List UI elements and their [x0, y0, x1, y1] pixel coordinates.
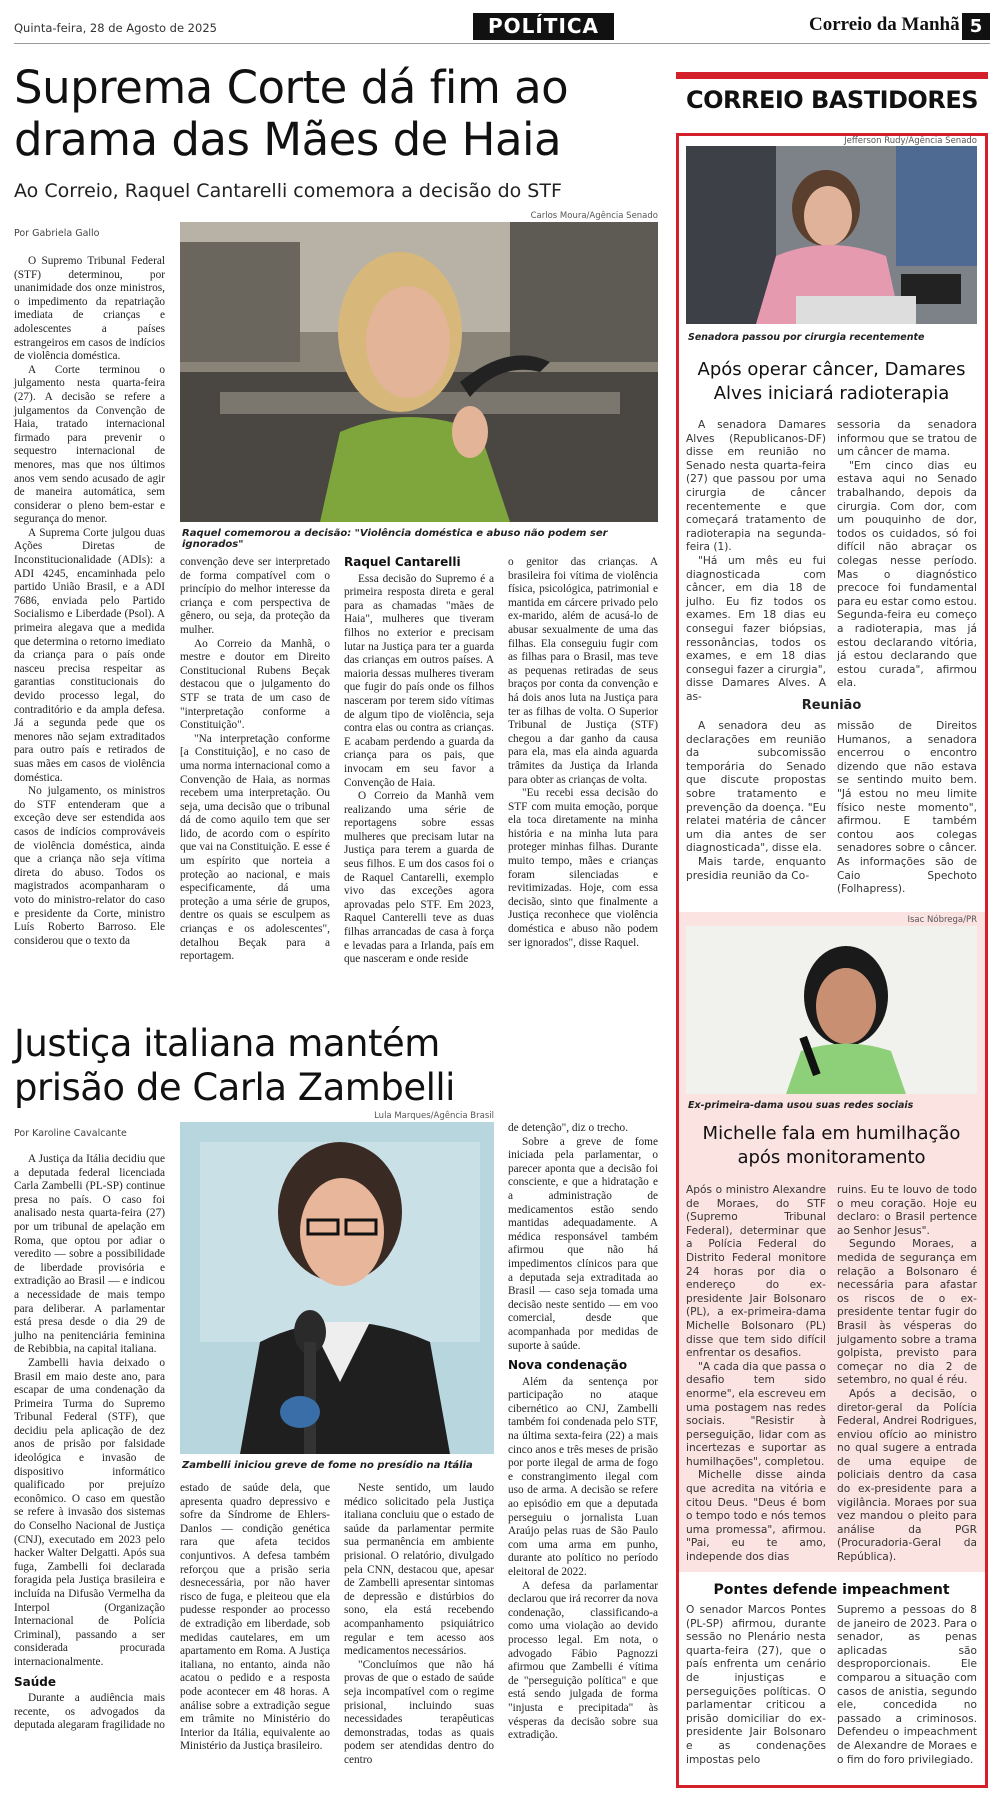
article1-column-3	[344, 556, 494, 1007]
newspaper-brand: Correio da Manhã	[809, 14, 960, 35]
article1-headline: Suprema Corte dá fim ao drama das Mães de Haia	[14, 61, 569, 166]
article2-paragraph: Zambelli havia deixado o Brasil em maio deste ano, para escapar de uma condenação da Primeira Turma do Supremo Tribunal Federal (STF), que decidiu pela aplicação de dez anos de prisão por falsidade ideológica e invasão de dispositivo informático qualificado por prejuízo econômico. O caso em questão se refere à invasão dos sistemas do Conselho Nacional de Justiça (CNJ), executado em 2023 pelo hacker Walter Delgatti. Após sua fuga, Zambelli foi declarada foragida pela Justiça brasileira e incluída na Difusão Vermelha da Interpol (Organização Internacional de Polícia Criminal), passando a ser considerada procurada internacionalmente.	[14, 1356, 165, 1668]
sidebar-story2-caption: Ex-primeira-dama usou suas redes sociais	[688, 1100, 914, 1111]
article2-photo-credit: Lula Marques/Agência Brasil	[374, 1111, 494, 1121]
article2-paragraph: Sobre a greve de fome iniciada pela parlamentar, o parecer aponta que a decisão foi consciente, e que a hidratação e a administração de medicamentos estão sendo mantidas adequadamente. A médica responsável também afirmou que não há impedimentos clínicos para que a deputada seja extraditada ao Brasil — caso seja tomada uma decisão neste sentido — em voo comercial, desde que acompanhada por medidas de suporte à saúde.	[508, 1135, 658, 1352]
sidebar-story1-headline: Após operar câncer, Damares Alves iniciará radioterapia	[697, 359, 966, 404]
article2-paragraph: Durante a audiência mais recente, os advogados da deputada alegaram fragilidade no	[14, 1692, 165, 1732]
section-label	[473, 13, 614, 40]
sidebar-story1-photo-credit: Jefferson Rudy/Agência Senado	[844, 136, 977, 146]
sidebar-story1-photo	[686, 146, 977, 324]
page-header	[14, 12, 990, 44]
article1-paragraph: o genitor das crianças. A brasileira foi vítima de violência física, psicológica, patrimonial e mantida em cárcere privado pelo ex-marido, além de acusá-lo de abusar sexualmente de uma das filhas. Ela conseguiu fugir com as filhas para o Brasil, mas teve as pequenas retiradas de seus braços por conta da convenção e há dois anos luta na Justiça para ter as filhas de volta. O Superior Tribunal de Justiça (STF) chegou a dar ganho da causa para ela, mas ela ainda aguarda trâmites da Justiça da Irlanda para obter as crianças de volta.	[508, 556, 658, 786]
article2-headline: Justiça italiana mantém prisão de Carla Zambelli	[14, 1022, 455, 1109]
article2-column-1	[14, 1153, 165, 1789]
sidebar-paragraph: Mais tarde, enquanto presidia reunião da Co-	[686, 855, 826, 882]
article2-subhead: Nova condenação	[508, 1358, 628, 1373]
article2-paragraph: "Concluímos que não há provas de que o estado de saúde seja incompatível com o regime prisional, incluindo suas necessidades terapêuticas demonstradas, todas as quais podem ser atendidas dentro do centro	[344, 1658, 494, 1766]
sidebar-paragraph: "Em cinco dias eu estava aqui no Senado trabalhando, depois da cirurgia. Com dor, com um pouquinho de dor, todos os cuidados, só foi difícil não abraçar os colegas nesse período. Mas o diagnóstico precoce foi fundamental para eu estar como estou. Segunda-feira eu começo a radioterapia, mas já estou declarando vitória, já estou declarando que estou curada", afirmou ela.	[837, 459, 977, 690]
issue-date: Quinta-feira, 28 de Agosto de 2025	[14, 21, 217, 35]
article1-photo-credit: Carlos Moura/Agência Senado	[530, 211, 658, 221]
article1-byline: Por Gabriela Gallo	[14, 228, 100, 239]
article1-paragraph: No julgamento, os ministros do STF entenderam que a exceção deve ser estendida aos casos de indícios comprováveis de violência doméstica, ainda que a criança não seja vítima direta do abuso. Todos os magistrados acompanharam o voto do ministro-relator do caso e presidente da Corte, ministro Luís Roberto Barroso. Ele considerou que o texto da	[14, 785, 165, 947]
article2-paragraph: Além da sentença por participação no ataque cibernético ao CNJ, Zambelli também foi condenada pelo STF, na última sexta-feira (22) a mais cinco anos e três meses de prisão por porte ilegal de arma de fogo e constrangimento ilegal com uso de arma. A decisão se refere ao episódio em que a deputada perseguiu o jornalista Luan Araújo pelas ruas de São Paulo com uma arma em punho, durante ato político no período eleitoral de 2022.	[508, 1375, 658, 1578]
article2-photo-caption: Zambelli iniciou greve de fome no presídio na Itália	[182, 1460, 473, 1471]
sidebar-paragraph: "A cada dia que passa o desafio tem sido enorme", ela escreveu em uma postagem nas redes sociais. "Resistir à perseguição, lidar com as incertezas e suportar as humilhações", completou.	[686, 1360, 826, 1468]
article2-column-2	[180, 1482, 330, 1789]
sidebar-story1-column-2	[837, 419, 977, 693]
article2-column-4	[508, 1122, 658, 1789]
article2-paragraph: de detenção", diz o trecho.	[508, 1122, 629, 1134]
article2-paragraph: A Justiça da Itália decidiu que a deputada federal licenciada Carla Zambelli (PL-SP) continue presa no país. O caso foi analisado nesta quarta-feira (27) por um tribunal de apelação em Roma, que optou por adiar o veredito — sobre a possibilidade de liberdade provisória e extradição ao Brasil — e indicou a necessidade de mais tempo para deliberar. A parlamentar está presa desde o dia 29 de julho na penitenciária feminina de Rebibbia, na capital italiana.	[14, 1153, 165, 1356]
sidebar-story3-column-2	[837, 1604, 977, 1782]
page-number-box	[962, 13, 990, 40]
sidebar-paragraph: Segundo Moraes, a medida de segurança em relação a Bolsonaro é necessária para afastar os riscos de o ex-presidente tentar fugir do Brasil às vésperas do julgamento sobre a trama golpista, previsto para começar no dia 2 de setembro, no qual é réu.	[837, 1238, 977, 1387]
sidebar-story1-subhead: Reunião	[801, 698, 862, 713]
article1-photo	[180, 222, 658, 522]
article1-paragraph: "Eu recebi essa decisão do STF com muita emoção, porque ela toca diretamente na minha história e na minha luta para proteger minhas filhas. Durante muito tempo, mães e crianças foram silenciadas e revitimizadas. Hoje, com essa decisão, sinto que finalmente a Justiça reconhece que violência doméstica e abuso não podem ser ignorados", disse Raquel.	[508, 787, 658, 949]
sidebar-story3-column-1	[686, 1604, 826, 1782]
article1-paragraph: O Supremo Tribunal Federal (STF) determinou, por unanimidade dos onze ministros, o impedimento da repatriação imediata de crianças e adolescentes a países estrangeiros em casos de indícios de violência doméstica.	[14, 255, 165, 363]
sidebar-paragraph: O senador Marcos Pontes (PL-SP) afirmou, durante sessão no Plenário nesta quarta-feira (27), que o país enfrenta um cenário de injustiças e perseguições políticas. O parlamentar criticou a prisão domiciliar do ex-presidente Jair Bolsonaro e as condenações impostas pelo	[686, 1604, 826, 1766]
article2-byline: Por Karoline Cavalcante	[14, 1128, 127, 1139]
article1-paragraph: Ao Correio da Manhã, o mestre e doutor em Direito Constitucional Rubens Beçak destacou que o julgamento do STF se trata de um caso de "interpretação conforme a Constituição".	[180, 637, 330, 732]
sidebar-paragraph: Após a decisão, o diretor-geral da Polícia Federal, Andrei Rodrigues, enviou ofício ao ministro no qual sugere a entrada de uma equipe de policiais dentro da casa do ex-presidente para a vigilância. Moraes por sua vez mandou o pleito para análise da PGR (Procuradoria-Geral da República).	[837, 1387, 977, 1564]
article2-paragraph: A defesa da parlamentar declarou que irá recorrer da nova condenação, classificando-a como uma violação ao devido processo legal. Em nota, o advogado Fábio Pagnozzi afirmou que Zambelli é vítima de "perseguição política" e que está sendo julgada de forma "injusta e precipitada" às vésperas da decisão sobre sua extradição.	[508, 1579, 658, 1742]
sidebar-paragraph: ruins. Eu te louvo de todo o meu coração. Hoje eu declaro: o Brasil pertence ao Senhor Jesus".	[837, 1184, 977, 1237]
article1-paragraph: "Na interpretação conforme [a Constituição], e no caso de uma norma internacional como a Convenção de Haia, as normas recebem uma interpretação. Ou seja, uma decisão que o tribunal dá de como aquilo tem que ser lido, de acordo com o espírito que vai na Constituição. E esse é um espírito que norteia a proteção ao nacional, e mais especificamente, dá uma proteção a uma série de grupos, dentre os quais se esculpem as crianças e os adolescentes", detalhou Beçak para a reportagem.	[180, 732, 330, 963]
sidebar-paragraph: sessoria da senadora informou que se tratou de um câncer de mama.	[837, 419, 977, 459]
sidebar-paragraph: Após o ministro Alexandre de Moraes, do STF (Supremo Tribunal Federal), determinar que a Polícia Federal do Distrito Federal monitore 24 horas por dia o endereço do ex-presidente Jair Bolsonaro (PL), a ex-primeira-dama Michelle Bolsonaro (PL) disse que tem sido difícil enfrentar os desafios.	[686, 1184, 826, 1360]
sidebar-top-rule	[676, 72, 988, 79]
article1-paragraph: Essa decisão do Supremo é a primeira resposta direta e geral para as chamadas "mães de Haia", mulheres que tiveram filhos no exterior e precisam lutar na Justiça para ter a guarda das crianças em outros países. A maioria dessas mulheres tiveram que fugir do país onde os filhos nasceram por terem sido vítimas de algum tipo de violência, seja contra elas ou contra as crianças. E acabam perdendo a guarda da criança para os pais, que invocam em seu favor a Convenção de Haia.	[344, 572, 494, 789]
article1-paragraph: O Correio da Manhã vem realizando uma série de reportagens sobre essas mulheres que precisam lutar na Justiça para terem a guarda de seus filhos. E um dos casos foi o de Raquel Cantarelli, exemplo vivo das exceções agora aprovadas pelo STF. Em 2023, Raquel Canterelli teve as duas filhas arrancadas de casa à força e levadas para a Irlanda, país em que nasceram e onde reside	[344, 790, 494, 966]
sidebar-paragraph: Michelle disse ainda que acredita na vitória e citou Deus. "Deus é bom o tempo todo e nós temos uma promessa", afirmou. "Pai, eu te amo, independe dos dias	[686, 1469, 826, 1564]
sidebar-story1-column-4	[837, 720, 977, 896]
article1-column-2	[180, 556, 330, 1007]
article1-subhead: Raquel Cantarelli	[344, 555, 461, 569]
article1-paragraph: convenção deve ser interpretado de forma compatível com o princípio do melhor interesse da criança e com perspectiva de gênero, ou seja, da proteção da mulher.	[180, 556, 330, 636]
article1-subtitle: Ao Correio, Raquel Cantarelli comemora a decisão do STF	[14, 180, 562, 202]
sidebar-story3-headline: Pontes defende impeachment	[713, 1582, 950, 1598]
sidebar-story1-caption: Senadora passou por cirurgia recentemente	[688, 332, 925, 343]
section-title: POLÍTICA	[487, 14, 600, 38]
sidebar-paragraph: A senadora deu as declarações em reunião da subcomissão temporária do Senado que discute propostas sobre tratamento e prevenção da doença. "Eu relatei matéria de câncer um dia antes de ser diagnosticada", disse ela.	[686, 720, 826, 855]
article1-paragraph: A Suprema Corte julgou duas Ações Diretas de Inconstitucionalidade (ADIs): a ADI 4245, encaminhada pelo partido União Brasil, e a ADI 7686, enviada pelo Partido Socialismo e Liberdade (Psol). A primeira alegava que a medida que determina o retorno imediato da criança para o país onde nasceu precisa respeitar as garantias constitucionais do devido processo legal, do contraditório e da ampla defesa. Já a segunda pede que os menores não sejam extraditados para outro país e retirados de suas mães em casos de violência doméstica.	[14, 526, 165, 784]
article2-subhead: Saúde	[14, 1674, 57, 1689]
sidebar-paragraph: Supremo a pessoas do 8 de janeiro de 2023. Para o senador, as penas aplicadas são desproporcionais. Ele comparou a situação com casos de anistia, segundo ele, concedida no passado a criminosos. Defendeu o impeachment de Alexandre de Moraes e o fim do foro privilegiado.	[837, 1604, 977, 1766]
sidebar-story2-photo	[686, 926, 977, 1094]
sidebar-paragraph: A senadora Damares Alves (Republicanos-DF) disse em reunião no Senado nesta quarta-feira (27) que passou por uma cirurgia de câncer recentemente e que começará tratamento de radioterapia na segunda-feira (1).	[686, 419, 826, 554]
article1-column-4	[508, 556, 658, 1007]
sidebar-story1-column-1	[686, 419, 826, 703]
article1-photo-caption: Raquel comemorou a decisão: "Violência doméstica e abuso não podem ser ignorados"	[182, 528, 608, 550]
article2-photo	[180, 1122, 494, 1454]
article2-column-3	[344, 1482, 494, 1789]
sidebar-story2-photo-credit: Isac Nóbrega/PR	[907, 915, 977, 925]
sidebar-story1-column-3	[686, 720, 826, 880]
sidebar-header: CORREIO BASTIDORES	[686, 86, 978, 114]
page-number: 5	[969, 16, 983, 37]
article2-paragraph: Neste sentido, um laudo médico solicitado pela Justiça italiana concluiu que o estado de saúde da parlamentar permite sua permanência em ambiente prisional. O relatório, divulgado pela CNN, destacou que, apesar de Zambelli apresentar sintomas de depressão e distúrbios do sono, ela está recebendo acompanhamento psiquiátrico regular e tem acesso aos medicamentos necessários.	[344, 1482, 494, 1658]
sidebar-paragraph: missão de Direitos Humanos, a senadora encerrou o encontro dizendo que não estava se sentindo muito bem. "Já estou no meu limite físico neste momento", afirmou. E também contou aos colegas senadores sobre o câncer. As informações são de Caio Spechoto (Folhapress).	[837, 720, 977, 896]
sidebar-story2-headline: Michelle fala em humilhação após monitoramento	[702, 1123, 961, 1168]
sidebar-story2-column-1	[686, 1184, 826, 1566]
sidebar-story2-column-2	[837, 1184, 977, 1566]
header-rule	[14, 43, 990, 44]
article1-paragraph: A Corte terminou o julgamento nesta quarta-feira (27). A decisão se refere a julgamentos da Convenção de Haia, tratado internacional firmado para prevenir o sequestro internacional de menores, mas que nos últimos anos vem sendo acusado de agir de maneira automática, sem considerar o pleno bem-estar e segurança do menor.	[14, 363, 165, 526]
article1-column-1	[14, 255, 165, 1007]
article2-paragraph: estado de saúde dela, que apresenta quadro depressivo e sofre da Síndrome de Ehlers-Danlos — condição genética rara que afeta tecidos conjuntivos. A defesa também reforçou que a prisão seria desnecessária, por não haver risco de fuga, e pleiteou que ela pudesse responder ao processo de extradição em liberdade, sob medidas cautelares, em um apartamento em Roma. A Justiça italiana, no entanto, ainda não acatou o pedido e a resposta pode acontecer em 48 horas. A análise sobre a extradição segue em trâmite no Ministério do Interior da Itália, equivalente ao Ministério da Justiça brasileiro.	[180, 1482, 330, 1753]
sidebar-paragraph: "Há um mês eu fui diagnosticada com câncer, em dia 18 de julho. Eu fiz todos os exames. Em 18 dias eu consegui fazer biópsias, ressonâncias, todos os exames, e em 18 dias consegui fazer a cirurgia", disse Damares Alves. A as-	[686, 554, 826, 703]
